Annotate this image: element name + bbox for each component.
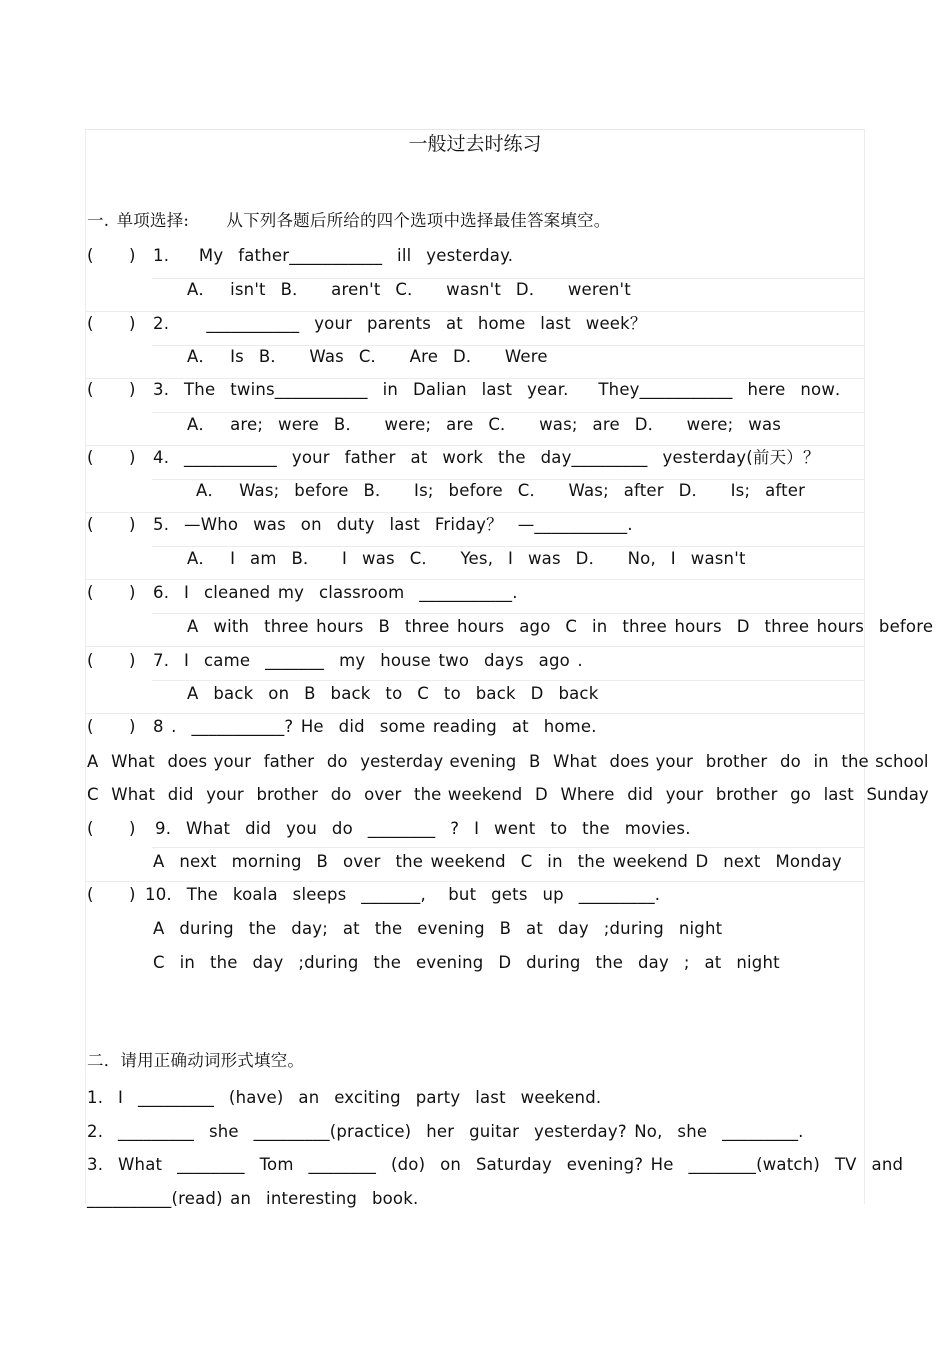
question-3-options: A． are; were B． were; are C． was; are D． were; was [187,415,782,434]
row-divider [85,713,864,714]
answer-paren-open: ( [87,448,94,467]
answer-paren-close: ) [129,314,136,333]
frame-left-border [85,129,86,1204]
answer-paren-open: ( [87,246,94,265]
answer-paren-open: ( [87,380,94,399]
fill-in-line-1: 1. I _________ (have) an exciting party last weekend. [87,1088,602,1107]
question-8: 8 . ___________? He did some reading at home. [153,717,597,736]
question-10: 10. The koala sleeps _______, but gets up _________. [145,885,661,904]
row-divider [152,680,864,681]
question-2: 2. ___________ your parents at home last week？ [153,314,647,333]
fill-in-line-3: 3. What ________ Tom ________ (do) on Saturday evening? He ________(watch) TV and [87,1155,904,1174]
question-8-options-line-1: A What does your father do yesterday evening B What does your brother do in the school [87,752,929,771]
row-divider [152,847,864,848]
answer-paren-close: ) [129,717,136,736]
answer-paren-open: ( [87,885,94,904]
question-9: 9. What did you do ________ ? I went to the movies. [155,819,691,838]
answer-paren-open: ( [87,717,94,736]
answer-paren-open: ( [87,314,94,333]
answer-paren-close: ) [129,651,136,670]
answer-paren-open: ( [87,583,94,602]
question-10-options-line-1: A during the day; at the evening B at day ;during night [153,919,723,938]
row-divider [152,613,864,614]
question-2-options: A． Is B． Was C． Are D． Were [187,347,548,366]
answer-paren-close: ) [129,583,136,602]
question-5-options: A． I am B． I was C． Yes, I was D． No, I wasn't [187,549,746,568]
question-4-options: A． Was; before B． Is; before C． Was; after D． Is; after [196,481,806,500]
answer-paren-open: ( [87,651,94,670]
row-divider [85,445,864,446]
frame-right-border [864,129,865,1204]
question-6: 6. I cleaned my classroom ___________. [153,583,518,602]
answer-paren-close: ) [129,246,136,265]
answer-paren-close: ) [129,819,136,838]
answer-paren-close: ) [129,380,136,399]
row-divider [152,546,864,547]
row-divider [85,646,864,647]
question-1-options: A． isn't B． aren't C． wasn't D． weren't [187,280,631,299]
question-9-options: A next morning B over the weekend C in the weekend D next Monday [153,852,842,871]
row-divider [152,412,864,413]
question-1: 1. My father___________ ill yesterday. [153,246,514,265]
answer-paren-open: ( [87,515,94,534]
question-10-options-line-2: C in the day ;during the evening D during the day ; at night [153,953,780,972]
row-divider [85,579,864,580]
section-2-heading: 二．请用正确动词形式填空。 [87,1051,305,1070]
page-title: 一般过去时练习 [408,133,542,155]
question-3: 3. The twins___________ in Dalian last year. They___________ here now． [153,380,852,399]
question-8-options-line-2: C What did your brother do over the weekend D Where did your brother go last Sunday [87,785,929,804]
answer-paren-close: ) [129,515,136,534]
question-7-options: A back on B back to C to back D back [187,684,599,703]
fill-in-line-4: __________(read) an interesting book. [87,1189,419,1208]
question-5: 5. —Who was on duty last Friday？ —___________. [153,515,633,534]
fill-in-line-2: 2. _________ she _________(practice) her guitar yesterday? No, she _________. [87,1122,804,1141]
answer-paren-open: ( [87,819,94,838]
row-divider [85,311,864,312]
answer-paren-close: ) [129,448,136,467]
question-7: 7. I came _______ my house two days ago . [153,651,583,670]
answer-paren-close: ) [129,885,136,904]
question-4: 4. ___________ your father at work the day_________ yesterday(前天）？ [153,448,820,467]
row-divider [85,512,864,513]
row-divider [85,881,864,882]
question-6-options: A with three hours B three hours ago C in three hours D three hours before [187,617,934,636]
section-1-heading: 一. 单项选择: 从下列各题后所给的四个选项中选择最佳答案填空。 [87,211,611,230]
